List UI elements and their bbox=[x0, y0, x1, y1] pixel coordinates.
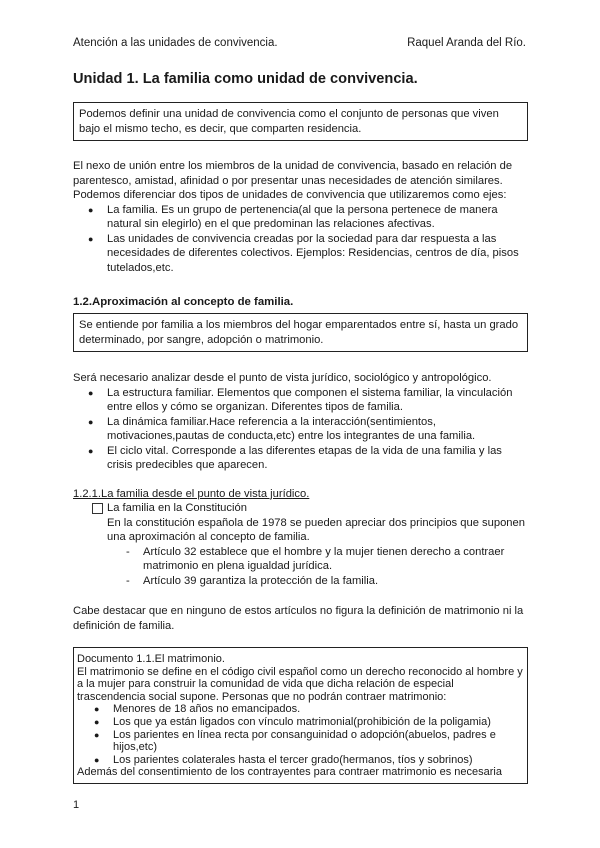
list-item: ● Las unidades de convivencia creadas por la sociedad para dar respuesta a las necesidades de diferentes colectivos. Ejemplos: Residencias, centros de día, pisos tutelados,etc. bbox=[107, 232, 528, 276]
document-box bbox=[73, 647, 528, 784]
section-heading-1-2-1: 1.2.1.La familia desde el punto de vista jurídico. bbox=[73, 487, 310, 500]
section-1-2-paragraph: Será necesario analizar desde el punto de vista jurídico, sociológico y antropológico. bbox=[73, 372, 492, 384]
definition-box bbox=[73, 102, 528, 141]
list-item: ● Menores de 18 años no emancipados. bbox=[113, 703, 524, 716]
article-dash-list bbox=[73, 545, 528, 589]
list-item: ● La dinámica familiar.Hace referencia a la interacción(sentimientos, motivaciones,pautas de conducta,etc) entre los integrantes de una familia. bbox=[107, 415, 528, 444]
definition-text: Podemos definir una unidad de convivencia como el conjunto de personas que viven bajo el mismo techo, es decir, que comparten residencia. bbox=[79, 108, 499, 135]
intro-paragraph: El nexo de unión entre los miembros de la unidad de convivencia, basado en relación de parentesco, amistad, afinidad o por presentar unas necesidades de atención similares. Podemos diferenciar dos tipos de unidades de convivencia que utilizaremos como ejes: bbox=[73, 160, 513, 201]
list-item: ● La estructura familiar. Elementos que componen el sistema familiar, la vinculación entre ellos y cómo se organizan. Diferentes tipos de familia. bbox=[107, 386, 528, 415]
list-item: ● Los parientes colaterales hasta el tercer grado(hermanos, tíos y sobrinos) bbox=[113, 754, 524, 767]
page-number: 1 bbox=[73, 799, 80, 811]
document-text: El matrimonio se define en el código civil español como un derecho reconocido al hombre y a la mujer para construir la comunidad de vida que dicha relación de especial trascendencia social supone. Personas que no podrán contraer matrimonio: bbox=[77, 665, 523, 703]
constitution-item bbox=[73, 501, 528, 516]
header-right: Raquel Aranda del Río. bbox=[407, 37, 526, 49]
list-item: ● La familia. Es un grupo de pertenencia(al que la persona pertenece de manera natural sin elegirlo) en el que predominan las relaciones afectivas. bbox=[107, 203, 528, 232]
list-item: ● El ciclo vital. Corresponde a las diferentes etapas de la vida de una familia y las crisis predecibles que aparecen. bbox=[107, 444, 528, 473]
intro-bullet-list bbox=[73, 203, 528, 276]
list-item: ● Los que ya están ligados con vínculo matrimonial(prohibición de la poligamia) bbox=[113, 716, 524, 729]
list-item: ● Los parientes en línea recta por consanguinidad o adopción(abuelos, padres e hijos,etc) bbox=[113, 729, 524, 754]
section-heading-1-2: 1.2.Aproximación al concepto de familia. bbox=[73, 296, 294, 308]
document-bullet-list bbox=[77, 703, 524, 766]
checkbox-icon bbox=[92, 503, 103, 514]
page-title: Unidad 1. La familia como unidad de convivencia. bbox=[73, 71, 418, 87]
checkbox-label: La familia en la Constitución bbox=[107, 502, 247, 514]
closing-paragraph: Cabe destacar que en ninguno de estos artículos no figura la definición de matrimonio ni la definición de familia. bbox=[73, 605, 524, 632]
page-content bbox=[73, 70, 528, 784]
family-definition-text: Se entiende por familia a los miembros del hogar emparentados entre sí, hasta un grado determinado, por sangre, adopción o matrimonio. bbox=[79, 319, 519, 346]
list-item: - Artículo 39 garantiza la protección de la familia. bbox=[143, 574, 528, 589]
list-item: - Artículo 32 establece que el hombre y la mujer tienen derecho a contraer matrimonio en plena igualdad jurídica. bbox=[143, 545, 528, 574]
header-left: Atención a las unidades de convivencia. bbox=[73, 37, 278, 49]
document-footer-text: Además del consentimiento de los contrayentes para contraer matrimonio es necesaria bbox=[77, 766, 502, 779]
constitution-paragraph: En la constitución española de 1978 se pueden apreciar dos principios que suponen una aproximación al concepto de familia. bbox=[107, 516, 525, 543]
section-1-2-bullet-list bbox=[73, 386, 528, 473]
family-definition-box bbox=[73, 313, 528, 352]
document-title: Documento 1.1.El matrimonio. bbox=[77, 653, 225, 665]
